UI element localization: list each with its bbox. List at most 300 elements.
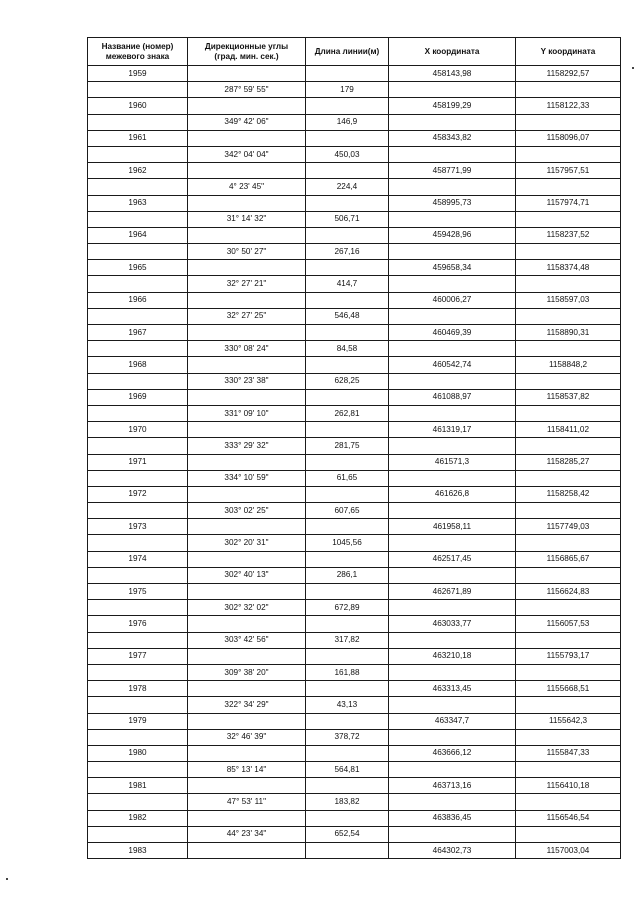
point-row: [88, 519, 621, 535]
header-direction-angle-line1: Дирекционные углы: [204, 41, 289, 51]
mark-name-cell: 1974: [88, 551, 188, 567]
y-coordinate-cell: 1158848,2: [516, 357, 621, 373]
header-direction-angle-line2: (град. мин. сек.): [214, 51, 279, 61]
empty-cell: [188, 325, 306, 341]
empty-cell: [516, 729, 621, 745]
header-mark-name-line1: Название (номер): [101, 41, 174, 51]
x-coordinate-cell: 463347,7: [389, 713, 516, 729]
direction-angle-cell: 30° 50' 27": [188, 244, 306, 260]
header-x-coordinate: X координата: [389, 38, 516, 66]
point-row: [88, 325, 621, 341]
direction-angle-cell: 303° 42' 56": [188, 632, 306, 648]
line-length-cell: 146,9: [306, 114, 389, 130]
x-coordinate-cell: 458995,73: [389, 195, 516, 211]
empty-cell: [389, 600, 516, 616]
point-row: [88, 681, 621, 697]
segment-row: [88, 244, 621, 260]
empty-cell: [516, 373, 621, 389]
empty-cell: [389, 664, 516, 680]
empty-cell: [389, 276, 516, 292]
direction-angle-cell: 287° 59' 55": [188, 82, 306, 98]
empty-cell: [88, 535, 188, 551]
empty-cell: [516, 567, 621, 583]
line-length-cell: 262,81: [306, 405, 389, 421]
mark-name-cell: 1982: [88, 810, 188, 826]
empty-cell: [516, 146, 621, 162]
x-coordinate-cell: 461958,11: [389, 519, 516, 535]
header-mark-name: [88, 38, 188, 66]
empty-cell: [88, 244, 188, 260]
point-row: [88, 422, 621, 438]
mark-name-cell: 1969: [88, 389, 188, 405]
segment-row: [88, 632, 621, 648]
x-coordinate-cell: 461571,3: [389, 454, 516, 470]
segment-row: [88, 341, 621, 357]
empty-cell: [306, 454, 389, 470]
line-length-cell: 628,25: [306, 373, 389, 389]
empty-cell: [389, 729, 516, 745]
empty-cell: [188, 584, 306, 600]
empty-cell: [306, 843, 389, 859]
empty-cell: [306, 98, 389, 114]
y-coordinate-cell: 1155642,3: [516, 713, 621, 729]
y-coordinate-cell: 1158411,02: [516, 422, 621, 438]
segment-row: [88, 762, 621, 778]
direction-angle-cell: 44° 23' 34": [188, 826, 306, 842]
mark-name-cell: 1961: [88, 130, 188, 146]
empty-cell: [306, 681, 389, 697]
direction-angle-cell: 322° 34' 29": [188, 697, 306, 713]
empty-cell: [188, 551, 306, 567]
direction-angle-cell: 302° 40' 13": [188, 567, 306, 583]
empty-cell: [306, 713, 389, 729]
empty-cell: [188, 681, 306, 697]
direction-angle-cell: 302° 20' 31": [188, 535, 306, 551]
empty-cell: [389, 244, 516, 260]
empty-cell: [188, 454, 306, 470]
empty-cell: [516, 308, 621, 324]
empty-cell: [188, 389, 306, 405]
mark-name-cell: 1960: [88, 98, 188, 114]
empty-cell: [188, 163, 306, 179]
empty-cell: [188, 195, 306, 211]
empty-cell: [88, 697, 188, 713]
empty-cell: [306, 616, 389, 632]
y-coordinate-cell: 1158237,52: [516, 227, 621, 243]
table-body: [88, 66, 621, 859]
x-coordinate-cell: 460469,39: [389, 325, 516, 341]
x-coordinate-cell: 460006,27: [389, 292, 516, 308]
empty-cell: [516, 276, 621, 292]
empty-cell: [516, 632, 621, 648]
empty-cell: [88, 308, 188, 324]
y-coordinate-cell: 1158537,82: [516, 389, 621, 405]
mark-name-cell: 1983: [88, 843, 188, 859]
point-row: [88, 260, 621, 276]
mark-name-cell: 1977: [88, 648, 188, 664]
x-coordinate-cell: 460542,74: [389, 357, 516, 373]
empty-cell: [306, 292, 389, 308]
direction-angle-cell: 303° 02' 25": [188, 503, 306, 519]
y-coordinate-cell: 1158374,48: [516, 260, 621, 276]
empty-cell: [188, 843, 306, 859]
x-coordinate-cell: 463666,12: [389, 745, 516, 761]
empty-cell: [306, 66, 389, 82]
point-row: [88, 389, 621, 405]
empty-cell: [88, 600, 188, 616]
segment-row: [88, 664, 621, 680]
line-length-cell: 317,82: [306, 632, 389, 648]
point-row: [88, 843, 621, 859]
empty-cell: [188, 616, 306, 632]
empty-cell: [306, 130, 389, 146]
y-coordinate-cell: 1155668,51: [516, 681, 621, 697]
empty-cell: [306, 163, 389, 179]
line-length-cell: 564,81: [306, 762, 389, 778]
point-row: [88, 810, 621, 826]
empty-cell: [516, 794, 621, 810]
scan-speck: [632, 67, 634, 69]
point-row: [88, 130, 621, 146]
empty-cell: [389, 826, 516, 842]
line-length-cell: 224,4: [306, 179, 389, 195]
empty-cell: [306, 357, 389, 373]
empty-cell: [88, 729, 188, 745]
x-coordinate-cell: 463713,16: [389, 778, 516, 794]
empty-cell: [306, 519, 389, 535]
mark-name-cell: 1964: [88, 227, 188, 243]
y-coordinate-cell: 1155793,17: [516, 648, 621, 664]
empty-cell: [188, 422, 306, 438]
y-coordinate-cell: 1156410,18: [516, 778, 621, 794]
header-y-coordinate: Y координата: [516, 38, 621, 66]
empty-cell: [389, 308, 516, 324]
direction-angle-cell: 330° 23' 38": [188, 373, 306, 389]
y-coordinate-cell: 1157749,03: [516, 519, 621, 535]
segment-row: [88, 146, 621, 162]
direction-angle-cell: 47° 53' 11": [188, 794, 306, 810]
mark-name-cell: 1965: [88, 260, 188, 276]
empty-cell: [188, 745, 306, 761]
empty-cell: [188, 66, 306, 82]
empty-cell: [389, 535, 516, 551]
line-length-cell: 672,89: [306, 600, 389, 616]
x-coordinate-cell: 458771,99: [389, 163, 516, 179]
y-coordinate-cell: 1158292,57: [516, 66, 621, 82]
empty-cell: [516, 405, 621, 421]
direction-angle-cell: 330° 08' 24": [188, 341, 306, 357]
x-coordinate-cell: 463313,45: [389, 681, 516, 697]
line-length-cell: 450,03: [306, 146, 389, 162]
point-row: [88, 648, 621, 664]
x-coordinate-cell: 463033,77: [389, 616, 516, 632]
point-row: [88, 98, 621, 114]
empty-cell: [88, 794, 188, 810]
point-row: [88, 66, 621, 82]
empty-cell: [188, 648, 306, 664]
empty-cell: [516, 179, 621, 195]
empty-cell: [516, 114, 621, 130]
x-coordinate-cell: 459658,34: [389, 260, 516, 276]
point-row: [88, 454, 621, 470]
y-coordinate-cell: 1156057,53: [516, 616, 621, 632]
x-coordinate-cell: 463836,45: [389, 810, 516, 826]
table-header-row: [88, 38, 621, 66]
point-row: [88, 195, 621, 211]
y-coordinate-cell: 1157974,71: [516, 195, 621, 211]
x-coordinate-cell: 458343,82: [389, 130, 516, 146]
line-length-cell: 414,7: [306, 276, 389, 292]
mark-name-cell: 1978: [88, 681, 188, 697]
segment-row: [88, 373, 621, 389]
segment-row: [88, 438, 621, 454]
empty-cell: [306, 648, 389, 664]
mark-name-cell: 1970: [88, 422, 188, 438]
empty-cell: [306, 810, 389, 826]
point-row: [88, 486, 621, 502]
empty-cell: [516, 600, 621, 616]
mark-name-cell: 1966: [88, 292, 188, 308]
empty-cell: [306, 227, 389, 243]
line-length-cell: 1045,56: [306, 535, 389, 551]
line-length-cell: 378,72: [306, 729, 389, 745]
empty-cell: [389, 82, 516, 98]
empty-cell: [389, 794, 516, 810]
empty-cell: [306, 584, 389, 600]
empty-cell: [389, 211, 516, 227]
empty-cell: [188, 227, 306, 243]
y-coordinate-cell: 1158597,03: [516, 292, 621, 308]
empty-cell: [306, 745, 389, 761]
empty-cell: [88, 373, 188, 389]
x-coordinate-cell: 461088,97: [389, 389, 516, 405]
line-length-cell: 607,65: [306, 503, 389, 519]
line-length-cell: 61,65: [306, 470, 389, 486]
y-coordinate-cell: 1156624,83: [516, 584, 621, 600]
segment-row: [88, 503, 621, 519]
empty-cell: [88, 470, 188, 486]
line-length-cell: 286,1: [306, 567, 389, 583]
x-coordinate-cell: 459428,96: [389, 227, 516, 243]
empty-cell: [188, 713, 306, 729]
empty-cell: [88, 179, 188, 195]
point-row: [88, 292, 621, 308]
empty-cell: [88, 114, 188, 130]
empty-cell: [88, 211, 188, 227]
point-row: [88, 163, 621, 179]
mark-name-cell: 1967: [88, 325, 188, 341]
y-coordinate-cell: 1157957,51: [516, 163, 621, 179]
empty-cell: [88, 826, 188, 842]
header-line-length: Длина линии(м): [306, 38, 389, 66]
empty-cell: [306, 422, 389, 438]
empty-cell: [389, 762, 516, 778]
mark-name-cell: 1979: [88, 713, 188, 729]
x-coordinate-cell: 462517,45: [389, 551, 516, 567]
x-coordinate-cell: 462671,89: [389, 584, 516, 600]
line-length-cell: 546,48: [306, 308, 389, 324]
empty-cell: [188, 810, 306, 826]
mark-name-cell: 1968: [88, 357, 188, 373]
segment-row: [88, 114, 621, 130]
empty-cell: [516, 697, 621, 713]
segment-row: [88, 567, 621, 583]
empty-cell: [389, 438, 516, 454]
empty-cell: [188, 98, 306, 114]
mark-name-cell: 1976: [88, 616, 188, 632]
line-length-cell: 267,16: [306, 244, 389, 260]
empty-cell: [389, 114, 516, 130]
direction-angle-cell: 309° 38' 20": [188, 664, 306, 680]
line-length-cell: 652,54: [306, 826, 389, 842]
empty-cell: [516, 664, 621, 680]
y-coordinate-cell: 1158122,33: [516, 98, 621, 114]
line-length-cell: 281,75: [306, 438, 389, 454]
segment-row: [88, 82, 621, 98]
segment-row: [88, 308, 621, 324]
empty-cell: [516, 535, 621, 551]
x-coordinate-cell: 458143,98: [389, 66, 516, 82]
line-length-cell: 43,13: [306, 697, 389, 713]
empty-cell: [88, 82, 188, 98]
x-coordinate-cell: 461319,17: [389, 422, 516, 438]
x-coordinate-cell: 463210,18: [389, 648, 516, 664]
line-length-cell: 161,88: [306, 664, 389, 680]
y-coordinate-cell: 1156546,54: [516, 810, 621, 826]
empty-cell: [306, 260, 389, 276]
empty-cell: [306, 195, 389, 211]
direction-angle-cell: 85° 13' 14": [188, 762, 306, 778]
empty-cell: [516, 762, 621, 778]
y-coordinate-cell: 1158890,31: [516, 325, 621, 341]
empty-cell: [88, 503, 188, 519]
line-length-cell: 179: [306, 82, 389, 98]
y-coordinate-cell: 1158285,27: [516, 454, 621, 470]
segment-row: [88, 729, 621, 745]
empty-cell: [88, 567, 188, 583]
mark-name-cell: 1962: [88, 163, 188, 179]
empty-cell: [516, 82, 621, 98]
point-row: [88, 778, 621, 794]
empty-cell: [389, 373, 516, 389]
direction-angle-cell: 31° 14' 32": [188, 211, 306, 227]
empty-cell: [389, 632, 516, 648]
line-length-cell: 84,58: [306, 341, 389, 357]
mark-name-cell: 1981: [88, 778, 188, 794]
x-coordinate-cell: 464302,73: [389, 843, 516, 859]
empty-cell: [188, 292, 306, 308]
scan-speck: [6, 878, 8, 880]
empty-cell: [88, 632, 188, 648]
segment-row: [88, 826, 621, 842]
point-row: [88, 584, 621, 600]
empty-cell: [306, 389, 389, 405]
empty-cell: [516, 211, 621, 227]
y-coordinate-cell: 1156865,67: [516, 551, 621, 567]
empty-cell: [188, 357, 306, 373]
empty-cell: [516, 341, 621, 357]
direction-angle-cell: 32° 27' 21": [188, 276, 306, 292]
empty-cell: [188, 486, 306, 502]
empty-cell: [188, 260, 306, 276]
y-coordinate-cell: 1158258,42: [516, 486, 621, 502]
mark-name-cell: 1973: [88, 519, 188, 535]
empty-cell: [516, 438, 621, 454]
point-row: [88, 551, 621, 567]
empty-cell: [389, 697, 516, 713]
point-row: [88, 745, 621, 761]
y-coordinate-cell: 1155847,33: [516, 745, 621, 761]
empty-cell: [88, 762, 188, 778]
y-coordinate-cell: 1157003,04: [516, 843, 621, 859]
empty-cell: [88, 664, 188, 680]
empty-cell: [306, 778, 389, 794]
direction-angle-cell: 349° 42' 06": [188, 114, 306, 130]
point-row: [88, 713, 621, 729]
line-length-cell: 183,82: [306, 794, 389, 810]
empty-cell: [516, 503, 621, 519]
empty-cell: [389, 405, 516, 421]
direction-angle-cell: 32° 46' 39": [188, 729, 306, 745]
empty-cell: [516, 244, 621, 260]
empty-cell: [516, 470, 621, 486]
boundary-coordinates-table: [87, 37, 621, 859]
segment-row: [88, 179, 621, 195]
mark-name-cell: 1959: [88, 66, 188, 82]
empty-cell: [389, 146, 516, 162]
empty-cell: [389, 567, 516, 583]
direction-angle-cell: 342° 04' 04": [188, 146, 306, 162]
empty-cell: [88, 146, 188, 162]
empty-cell: [188, 778, 306, 794]
empty-cell: [389, 179, 516, 195]
header-mark-name-line2: межевого знака: [105, 51, 170, 61]
mark-name-cell: 1971: [88, 454, 188, 470]
x-coordinate-cell: 461626,8: [389, 486, 516, 502]
empty-cell: [88, 438, 188, 454]
empty-cell: [389, 503, 516, 519]
empty-cell: [188, 130, 306, 146]
empty-cell: [188, 519, 306, 535]
segment-row: [88, 276, 621, 292]
empty-cell: [88, 276, 188, 292]
segment-row: [88, 697, 621, 713]
empty-cell: [306, 486, 389, 502]
direction-angle-cell: 302° 32' 02": [188, 600, 306, 616]
y-coordinate-cell: 1158096,07: [516, 130, 621, 146]
point-row: [88, 357, 621, 373]
direction-angle-cell: 333° 29' 32": [188, 438, 306, 454]
empty-cell: [389, 470, 516, 486]
mark-name-cell: 1963: [88, 195, 188, 211]
line-length-cell: 506,71: [306, 211, 389, 227]
mark-name-cell: 1980: [88, 745, 188, 761]
empty-cell: [516, 826, 621, 842]
empty-cell: [306, 551, 389, 567]
segment-row: [88, 470, 621, 486]
empty-cell: [306, 325, 389, 341]
point-row: [88, 227, 621, 243]
direction-angle-cell: 32° 27' 25": [188, 308, 306, 324]
empty-cell: [88, 341, 188, 357]
mark-name-cell: 1972: [88, 486, 188, 502]
point-row: [88, 616, 621, 632]
direction-angle-cell: 331° 09' 10": [188, 405, 306, 421]
direction-angle-cell: 4° 23' 45": [188, 179, 306, 195]
segment-row: [88, 211, 621, 227]
segment-row: [88, 405, 621, 421]
segment-row: [88, 535, 621, 551]
